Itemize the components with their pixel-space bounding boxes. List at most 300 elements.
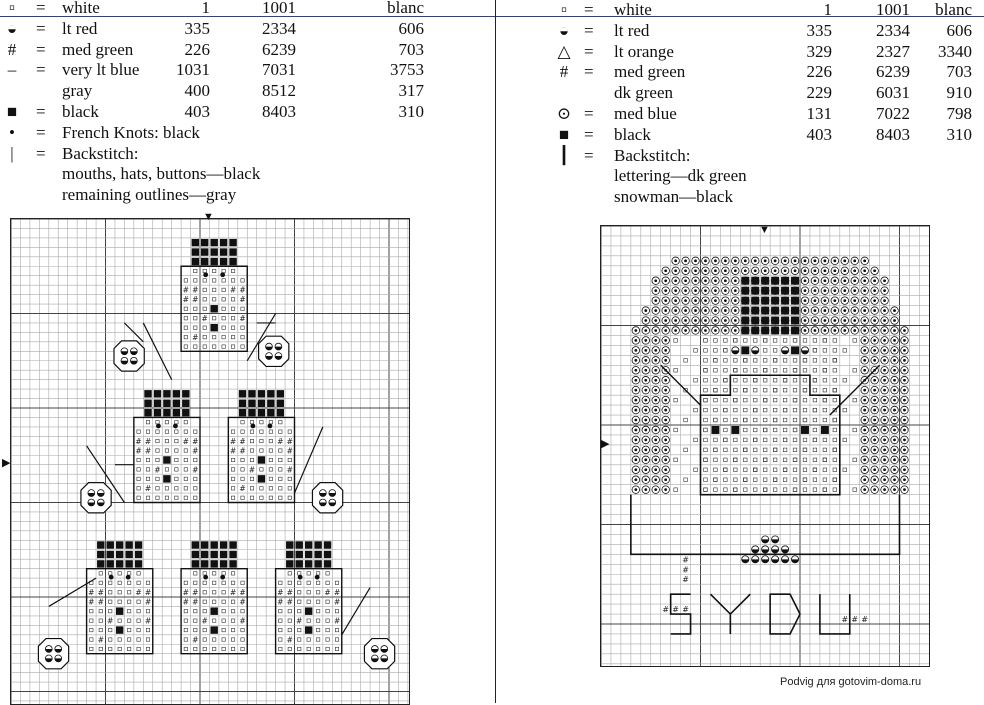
white-stitch (793, 339, 797, 343)
white-stitch (279, 487, 282, 490)
blue-stitch-dot (883, 359, 886, 362)
white-stitch (704, 438, 708, 442)
white-stitch (793, 378, 797, 382)
white-stitch (146, 628, 149, 631)
blue-stitch-dot (634, 429, 637, 432)
blue-stitch-dot (893, 339, 896, 342)
white-stitch (674, 368, 678, 372)
blue-stitch-dot (734, 299, 737, 302)
white-stitch (165, 496, 168, 499)
white-stitch (288, 628, 291, 631)
white-stitch (316, 638, 319, 641)
white-stitch (684, 448, 688, 452)
white-stitch (734, 368, 738, 372)
white-stitch (260, 496, 263, 499)
black-stitch (210, 305, 217, 312)
white-stitch (833, 388, 837, 392)
white-stitch (704, 448, 708, 452)
key-row (556, 83, 976, 104)
black-stitch (229, 239, 236, 246)
white-stitch (326, 628, 329, 631)
white-stitch (203, 647, 206, 650)
white-stitch (734, 408, 738, 412)
eye-knot (173, 424, 178, 429)
white-stitch (734, 359, 738, 363)
white-stitch (194, 317, 197, 320)
white-stitch (231, 468, 234, 471)
white-stitch (753, 378, 757, 382)
black-stitch (210, 560, 217, 567)
black-stitch (192, 239, 199, 246)
white-stitch (724, 458, 728, 462)
blue-stitch-dot (873, 279, 876, 282)
black-stitch (791, 346, 799, 354)
white-stitch (783, 428, 787, 432)
white-stitch (833, 378, 837, 382)
blue-stitch-dot (644, 429, 647, 432)
blue-stitch-dot (664, 309, 667, 312)
black-stitch (258, 409, 265, 416)
white-stitch (307, 619, 310, 622)
white-stitch (231, 477, 234, 480)
dot-icon: • (9, 122, 15, 142)
black-stitch (144, 409, 151, 416)
white-stitch (269, 458, 272, 461)
blue-stitch-dot (704, 269, 707, 272)
white-stitch (704, 458, 708, 462)
green-stitch: # (239, 446, 246, 456)
white-stitch (118, 638, 121, 641)
white-stitch (714, 478, 718, 482)
white-stitch (773, 468, 777, 472)
blue-stitch-dot (774, 259, 777, 262)
black-stitch (741, 287, 749, 295)
blue-stitch-dot (853, 329, 856, 332)
white-stitch (823, 368, 827, 372)
blue-stitch-dot (724, 259, 727, 262)
black-stitch (741, 317, 749, 325)
black-stitch (163, 409, 170, 416)
white-stitch (279, 581, 282, 584)
blue-stitch-dot (674, 319, 677, 322)
blue-stitch-dot (903, 369, 906, 372)
white-stitch (203, 335, 206, 338)
white-stitch (184, 609, 187, 612)
white-stitch (127, 647, 130, 650)
color-name: black (62, 101, 99, 121)
white-stitch (704, 428, 708, 432)
white-stitch (714, 398, 718, 402)
white-stitch (833, 438, 837, 442)
black-stitch (761, 327, 769, 335)
half-circle-icon: ◒ (558, 20, 570, 40)
blue-stitch-dot (674, 329, 677, 332)
blue-stitch-dot (814, 279, 817, 282)
white-stitch (704, 388, 708, 392)
white-stitch (326, 647, 329, 650)
white-stitch (734, 398, 738, 402)
white-stitch (833, 488, 837, 492)
blue-stitch-dot (893, 319, 896, 322)
white-stitch (714, 408, 718, 412)
black-stitch (220, 551, 227, 558)
white-stitch (793, 398, 797, 402)
blue-stitch-dot (883, 468, 886, 471)
color-name: lt red (614, 20, 650, 40)
blue-stitch-dot (754, 259, 757, 262)
green-stitch: # (192, 597, 199, 607)
black-stitch (182, 390, 189, 397)
coats-number: 606 (946, 20, 972, 40)
white-stitch (90, 619, 93, 622)
white-stitch (241, 326, 244, 329)
white-stitch (773, 378, 777, 382)
white-stitch (853, 488, 857, 492)
dmc-number: 8403 (262, 101, 296, 121)
white-stitch (231, 628, 234, 631)
black-stitch (324, 551, 331, 558)
blue-stitch-dot (863, 409, 866, 412)
blue-stitch-dot (804, 309, 807, 312)
black-stitch (239, 390, 246, 397)
key-row (4, 102, 424, 123)
white-stitch (90, 638, 93, 641)
white-stitch (194, 581, 197, 584)
white-stitch (674, 488, 678, 492)
anchor-number: 329 (806, 41, 832, 61)
white-stitch (260, 430, 263, 433)
white-stitch (203, 591, 206, 594)
black-stitch (314, 541, 321, 548)
white-stitch (222, 335, 225, 338)
blue-stitch-dot (634, 419, 637, 422)
black-stitch (116, 607, 123, 614)
white-stitch (724, 388, 728, 392)
white-stitch (127, 581, 130, 584)
blue-stitch-dot (734, 319, 737, 322)
right-center-arrow-side-icon: ▶ (601, 438, 610, 450)
key-row (556, 125, 976, 146)
blue-stitch-dot (883, 279, 886, 282)
blue-stitch-dot (863, 329, 866, 332)
green-stitch: # (192, 436, 199, 446)
white-stitch (194, 496, 197, 499)
white-stitch (241, 335, 244, 338)
white-stitch (137, 458, 140, 461)
black-stitch (97, 551, 104, 558)
white-stitch (724, 398, 728, 402)
black-stitch (741, 327, 749, 335)
white-stitch (127, 619, 130, 622)
black-stitch (258, 456, 265, 463)
white-stitch (335, 581, 338, 584)
black-stitch (210, 626, 217, 633)
black-stitch (173, 400, 180, 407)
white-stitch (783, 438, 787, 442)
white-stitch (734, 478, 738, 482)
white-stitch (288, 647, 291, 650)
white-stitch (326, 619, 329, 622)
black-stitch (324, 560, 331, 567)
blue-stitch-dot (893, 468, 896, 471)
blue-stitch-dot (734, 269, 737, 272)
blue-stitch-dot (883, 319, 886, 322)
anchor-number: 1031 (176, 60, 210, 80)
white-stitch (753, 488, 757, 492)
blue-stitch-dot (684, 309, 687, 312)
white-stitch (99, 609, 102, 612)
black-stitch (751, 307, 759, 315)
blue-stitch-dot (654, 349, 657, 352)
white-stitch (175, 458, 178, 461)
white-stitch (753, 368, 757, 372)
blue-stitch-dot (734, 279, 737, 282)
white-stitch (823, 388, 827, 392)
black-stitch (192, 258, 199, 265)
white-stitch (724, 438, 728, 442)
dmc-number: 6239 (262, 39, 296, 59)
white-stitch (823, 488, 827, 492)
white-stitch (743, 428, 747, 432)
key-row (556, 0, 976, 21)
white-stitch (743, 438, 747, 442)
white-stitch (684, 478, 688, 482)
white-stitch (823, 339, 827, 343)
blue-stitch-dot (893, 409, 896, 412)
black-stitch (781, 287, 789, 295)
blue-stitch-dot (634, 409, 637, 412)
blue-stitch-dot (893, 488, 896, 491)
green-stitch: # (248, 465, 256, 475)
blue-stitch-dot (883, 419, 886, 422)
blue-stitch-dot (893, 329, 896, 332)
green-stitch: # (662, 605, 670, 615)
white-stitch (833, 359, 837, 363)
green-stitch: # (182, 295, 189, 305)
black-stitch (163, 390, 170, 397)
green-stitch: # (192, 588, 199, 598)
white-stitch (316, 581, 319, 584)
key-row (4, 40, 424, 61)
black-stitch (314, 551, 321, 558)
white-stitch (184, 420, 187, 423)
green-stitch: # (682, 555, 689, 565)
white-stitch (212, 288, 215, 291)
white-stitch (326, 609, 329, 612)
white-stitch (763, 408, 767, 412)
key-row (556, 166, 976, 187)
blue-stitch-dot (704, 329, 707, 332)
blue-stitch-dot (634, 399, 637, 402)
blue-stitch-dot (883, 349, 886, 352)
blue-stitch-dot (863, 309, 866, 312)
blue-stitch-dot (863, 429, 866, 432)
white-stitch (724, 349, 728, 353)
black-stitch (781, 317, 789, 325)
white-stitch (773, 368, 777, 372)
black-stitch (135, 551, 142, 558)
white-stitch (704, 349, 708, 353)
green-stitch: # (239, 436, 246, 446)
black-stitch (258, 390, 265, 397)
white-stitch (823, 398, 827, 402)
eye-knot (251, 424, 256, 429)
black-stitch (751, 327, 759, 335)
dmc-number: 1001 (262, 0, 296, 17)
white-stitch (704, 398, 708, 402)
white-stitch (241, 638, 244, 641)
white-stitch (763, 418, 767, 422)
black-stitch (277, 390, 284, 397)
blue-stitch-dot (823, 309, 826, 312)
blue-stitch-dot (654, 478, 657, 481)
white-stitch (212, 317, 215, 320)
white-stitch (269, 420, 272, 423)
green-stitch: # (144, 446, 152, 456)
white-stitch (250, 487, 253, 490)
white-stitch (203, 628, 206, 631)
green-stitch: # (144, 616, 152, 626)
white-stitch (222, 279, 225, 282)
white-stitch (231, 298, 234, 301)
dmc-number: 7022 (876, 103, 910, 123)
white-stitch (753, 458, 757, 462)
white-stitch (813, 438, 817, 442)
white-stitch (231, 609, 234, 612)
white-stitch (222, 600, 225, 603)
blue-stitch-dot (863, 259, 866, 262)
white-stitch (288, 430, 291, 433)
white-stitch (674, 339, 678, 343)
key-row (556, 187, 976, 208)
white-stitch (753, 408, 757, 412)
black-stitch (220, 248, 227, 255)
black-stitch (296, 541, 303, 548)
white-stitch (753, 408, 757, 412)
white-stitch (813, 408, 817, 412)
white-stitch (250, 420, 253, 423)
white-stitch (803, 359, 807, 363)
black-stitch (210, 258, 217, 265)
white-stitch (714, 448, 718, 452)
blue-stitch-dot (863, 399, 866, 402)
white-stitch (783, 378, 787, 382)
blue-stitch-dot (853, 279, 856, 282)
black-stitch (135, 560, 142, 567)
white-stitch (793, 478, 797, 482)
blue-stitch-dot (814, 269, 817, 272)
white-stitch (212, 345, 215, 348)
black-stitch (210, 607, 217, 614)
white-stitch (165, 468, 168, 471)
white-stitch (763, 359, 767, 363)
white-stitch (793, 428, 797, 432)
blue-stitch-dot (654, 389, 657, 392)
white-stitch (156, 430, 159, 433)
white-stitch (194, 345, 197, 348)
blue-stitch-dot (893, 478, 896, 481)
green-stitch: # (107, 616, 114, 626)
blue-stitch-dot (734, 259, 737, 262)
blue-stitch-dot (684, 329, 687, 332)
blue-stitch-dot (873, 329, 876, 332)
anchor-number: 229 (806, 83, 832, 103)
anchor-number: 131 (806, 103, 832, 123)
black-stitch (220, 258, 227, 265)
white-stitch (222, 572, 225, 575)
white-stitch (184, 477, 187, 480)
white-stitch (853, 428, 857, 432)
green-stitch: # (286, 446, 293, 456)
black-stitch (97, 560, 104, 567)
white-stitch (279, 609, 282, 612)
blue-stitch-dot (873, 439, 876, 442)
white-stitch (279, 430, 282, 433)
white-stitch (843, 408, 847, 412)
right-center-arrow-top-icon: ▼ (759, 224, 770, 236)
blue-stitch-dot (714, 259, 717, 262)
white-stitch (99, 619, 102, 622)
black-stitch (305, 626, 312, 633)
eye-knot (156, 424, 161, 429)
white-stitch (250, 449, 253, 452)
blue-stitch-dot (664, 319, 667, 322)
white-stitch (307, 600, 310, 603)
blue-stitch-dot (814, 299, 817, 302)
white-stitch (734, 398, 738, 402)
page-divider (495, 0, 496, 703)
black-stitch (201, 239, 208, 246)
white-stitch (212, 647, 215, 650)
blue-stitch-dot (893, 309, 896, 312)
green-stitch: # (192, 332, 199, 342)
blue-stitch-dot (664, 329, 667, 332)
blue-stitch-dot (814, 309, 817, 312)
blue-stitch-dot (843, 259, 846, 262)
black-stitch (248, 400, 255, 407)
coats-number: 798 (946, 103, 972, 123)
blue-stitch-dot (903, 349, 906, 352)
branch-line (295, 427, 323, 493)
white-stitch (833, 388, 837, 392)
white-stitch (833, 478, 837, 482)
white-stitch (127, 591, 130, 594)
blue-stitch-dot (664, 389, 667, 392)
blue-stitch-dot (654, 458, 657, 461)
blue-stitch-dot (644, 349, 647, 352)
blue-stitch-dot (694, 329, 697, 332)
white-stitch (212, 638, 215, 641)
blue-stitch-dot (664, 429, 667, 432)
anchor-number: 335 (806, 20, 832, 40)
blue-stitch-dot (883, 299, 886, 302)
key-row (4, 144, 424, 165)
blue-stitch-dot (843, 269, 846, 272)
black-stitch (144, 390, 151, 397)
green-stitch: # (851, 615, 859, 625)
white-stitch (335, 609, 338, 612)
white-stitch (783, 468, 787, 472)
blue-stitch-dot (664, 279, 667, 282)
blue-stitch-dot (863, 269, 866, 272)
black-stitch (258, 400, 265, 407)
white-stitch (184, 487, 187, 490)
white-stitch (803, 359, 807, 363)
white-stitch (684, 359, 688, 363)
white-stitch (212, 269, 215, 272)
blue-stitch-dot (893, 429, 896, 432)
white-stitch (813, 468, 817, 472)
